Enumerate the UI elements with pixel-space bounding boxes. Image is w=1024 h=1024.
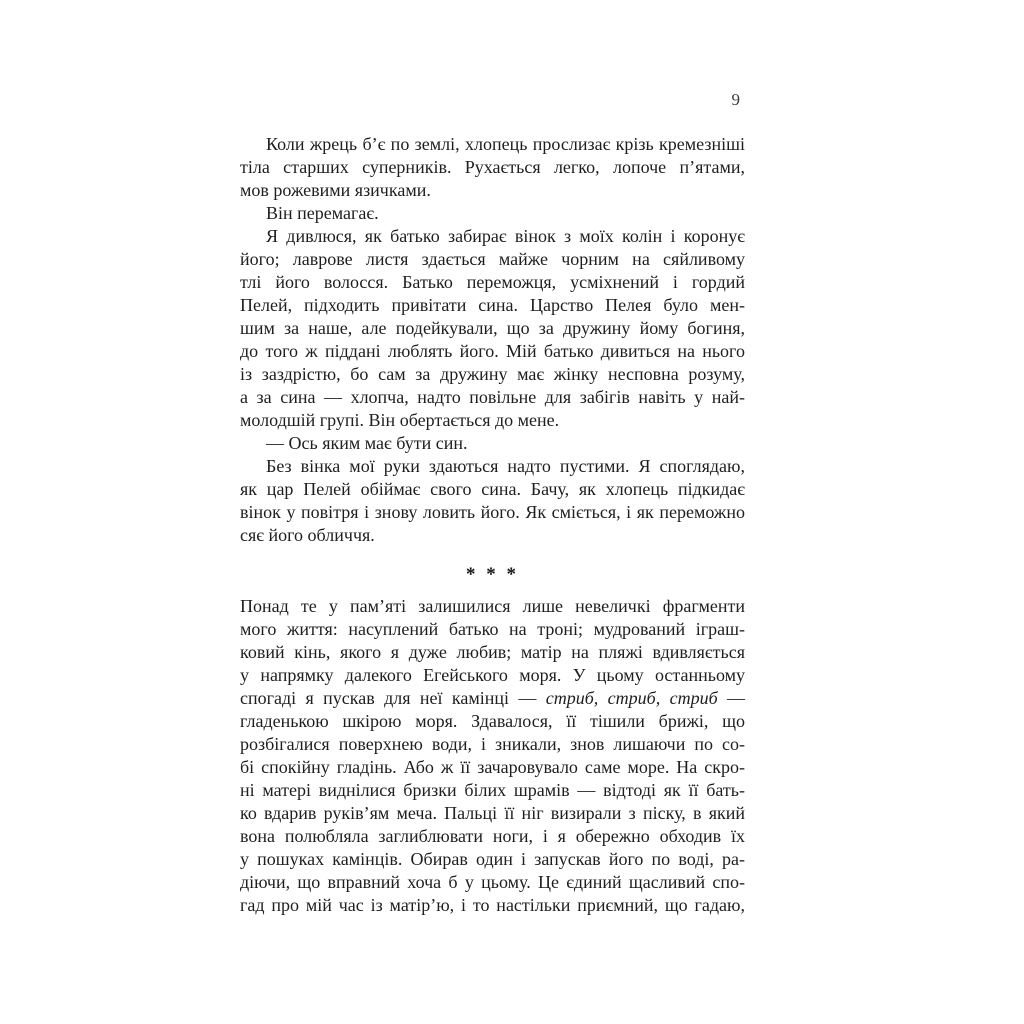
text-line	[240, 248, 745, 271]
text-line	[240, 710, 745, 733]
text-segment: вінок у повітря і знову ловить його. Як сміється, і як переможно	[240, 502, 745, 522]
text-line	[240, 524, 745, 547]
text-segment: тлі його волосся. Батько переможця, усміхнений і гордий	[240, 272, 745, 292]
text-segment: тіла старших суперників. Рухається легко, лопоче п’ятами,	[240, 157, 745, 177]
text-segment: у пошуках камінців. Обирав один і запускав його по воді, ра-	[240, 849, 745, 869]
text-line	[240, 202, 745, 225]
text-segment: молодшій групі. Він обертається до мене.	[240, 410, 560, 430]
text-segment: у напрямку далекого Егейського моря. У цьому останньому	[240, 665, 745, 685]
text-segment: мого життя: насуплений батько на троні; мудрований іграш-	[240, 619, 745, 639]
section-divider: * * *	[466, 564, 519, 585]
text-line	[240, 271, 745, 294]
paragraph	[240, 432, 745, 455]
text-segment: —	[717, 688, 746, 708]
text-line	[240, 756, 745, 779]
text-line	[240, 779, 745, 802]
text-line	[240, 133, 745, 156]
text-line	[240, 294, 745, 317]
text-segment: ко вдарив руків’ям меча. Пальці її ніг визирали з піску, в який	[240, 803, 745, 823]
paragraph	[240, 133, 745, 202]
page-number: 9	[731, 90, 740, 109]
text-line	[240, 432, 745, 455]
text-line	[240, 225, 745, 248]
text-line	[240, 894, 745, 917]
text-line	[240, 317, 745, 340]
text-segment: Я дивлюся, як батько забирає вінок з моїх колін і коронує	[266, 226, 745, 246]
text-segment: Коли жрець б’є по землі, хлопець прослизає крізь кремезніші	[266, 134, 745, 154]
text-line	[240, 871, 745, 894]
paragraph	[240, 225, 745, 432]
text-segment: гладенькою шкірою моря. Здавалося, її тішили брижі, що	[240, 711, 745, 731]
text-line	[240, 386, 745, 409]
text-line	[240, 340, 745, 363]
text-segment: вона полюбляла заглиблювати ноги, і я обережно обходив їх	[240, 826, 745, 846]
text-line	[240, 687, 745, 710]
text-line	[240, 156, 745, 179]
text-segment: Пелей, підходить привітати сина. Царство Пелея було мен-	[240, 295, 745, 315]
text-line	[240, 618, 745, 641]
paragraph	[240, 455, 745, 547]
text-line	[240, 409, 745, 432]
text-line	[240, 455, 745, 478]
text-segment: Понад те у пам’яті залишилися лише невеличкі фрагменти	[240, 596, 745, 616]
text-line	[240, 501, 745, 524]
text-line	[240, 664, 745, 687]
text-segment: бі спокійну гладінь. Або ж її зачаровувало саме море. На скро-	[240, 757, 745, 777]
text-segment: до того ж піддані люблять його. Мій батько дивиться на нього	[240, 341, 745, 361]
text-segment: спогаді я пускав для неї камінці —	[240, 688, 546, 708]
text-line	[240, 478, 745, 501]
text-line	[240, 363, 745, 386]
text-segment: Без вінка мої руки здаються надто пустими. Я споглядаю,	[266, 456, 745, 476]
text-segment: як цар Пелей обіймає свого сина. Бачу, як хлопець підкидає	[240, 479, 745, 499]
text-segment: сяє його обличчя.	[240, 525, 375, 545]
text-line	[240, 595, 745, 618]
paragraph	[240, 595, 745, 917]
text-segment: ні матері виднілися бризки білих шрамів — відтоді як її бать-	[240, 780, 745, 800]
text-line	[240, 802, 745, 825]
italic-text: стриб, стриб, стриб	[545, 688, 718, 708]
text-line	[240, 733, 745, 756]
text-segment: — Ось яким має бути син.	[266, 433, 468, 453]
paragraph	[240, 202, 745, 225]
text-segment: мов рожевими язичками.	[240, 180, 431, 200]
text-segment: а за сина — хлопча, надто повільне для забігів навіть у най-	[240, 387, 745, 407]
text-line	[240, 848, 745, 871]
text-line	[240, 825, 745, 848]
text-segment: діючи, що вправний хоча б у цьому. Це єдиний щасливий спо-	[240, 872, 745, 892]
text-block	[240, 133, 745, 917]
text-segment: ковий кінь, якого я дуже любив; матір на пляжі вдивляється	[240, 642, 745, 662]
text-line	[240, 641, 745, 664]
text-segment: гад про мій час із матір’ю, і то настільки приємний, що гадаю,	[240, 895, 745, 915]
text-segment: розбігалися поверхнею води, і зникали, знов лишаючи по со-	[240, 734, 745, 754]
text-line	[240, 179, 745, 202]
text-segment: його; лаврове листя здається майже чорним на сяйливому	[240, 249, 745, 269]
text-segment: Він перемагає.	[266, 203, 379, 223]
text-segment: із заздрістю, бо сам за дружину має жінку несповна розуму,	[240, 364, 745, 384]
text-segment: шим за наше, але подейкували, що за дружину йому богиня,	[240, 318, 745, 338]
